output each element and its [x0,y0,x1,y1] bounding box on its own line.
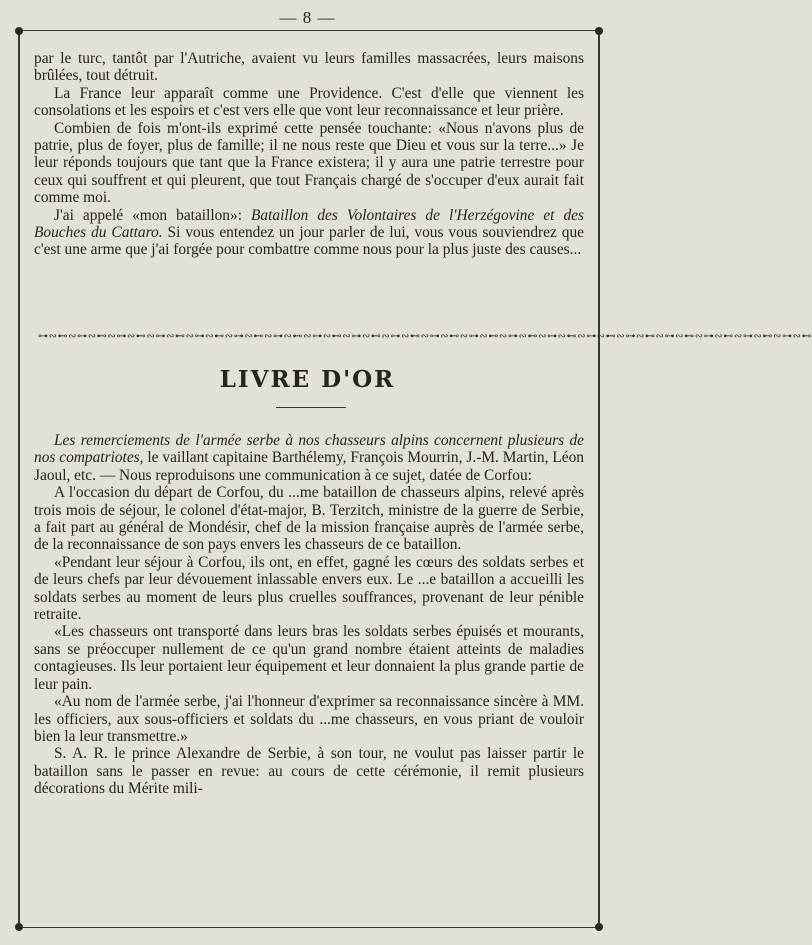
corner-dot-bottom-left [15,923,23,931]
paragraph-providence: La France leur apparaît comme une Providence. C'est d'elle que viennent les consolations et les espoirs et c'est vers elle que vont leur reconnaissance et leur prière. [34,84,584,120]
intro-rest: le vaillant capitaine Barthélemy, François Mourrin, J.-M. Martin, Léon Jaoul, etc. — Nous reproduisons une communication à ce sujet, datée de Corfou: [34,449,584,484]
corner-dot-top-left [15,27,23,35]
paragraph-bataillon [34,207,584,259]
paragraph-prince: S. A. R. le prince Alexandre de Serbie, à son tour, ne voulut pas laisser partir le bataillon sans le passer en revue: au cours de cette cérémonie, il remit plusieurs décorations du Mérite mili- [34,745,584,798]
ornamental-divider: ⊶∾⊷∾⊶∾⊷∾⊶∾⊷∾⊶∾⊷∾⊶∾⊷∾⊶∾⊷∾⊶∾⊷∾⊶∾⊷∾⊶∾⊷∾⊶∾⊷∾⊶∾⊷∾⊶∾⊷∾⊶∾⊷∾⊶∾⊷∾⊶∾⊷∾⊶∾⊷∾⊶∾⊷∾⊶∾⊷∾⊶∾⊷∾⊶∾⊷ [38,331,812,342]
section-heading: LIVRE D'OR [219,366,396,393]
top-text-block [34,50,584,259]
corner-dot-bottom-right [595,923,603,931]
intro-italic: Les remerciements de l'armée serbe à nos chasseurs alpins concernent plusieurs de nos compatriotes, [34,432,584,467]
paragraph-quote: Combien de fois m'ont-ils exprimé cette pensée touchante: «Nous n'avons plus de patrie, plus de foyer, plus de famille; il ne nous reste que Dieu et vous sur la terre...» Je leur réponds toujours que tant que la France existera; il y aura une patrie terrestre pour ceux qui souffrent et qui pleurent, que tout Français chargé de s'occuper d'eux aurait fait comme moi. [34,119,584,207]
livre-dor-text-block [34,432,584,798]
paragraph-sejour: «Pendant leur séjour à Corfou, ils ont, en effet, gagné les cœurs des soldats serbes et de leurs chefs par leur dévouement inlassable envers eux. Le ...e bataillon a accueilli les soldats serbes au moment de leurs plus cruelles souffrances, provenant de leur pénible retraite. [34,553,584,624]
bataillon-intro: J'ai appelé «mon bataillon»: [54,206,252,224]
paragraph-chasseurs: «Les chasseurs ont transporté dans leurs bras les soldats serbes épuisés et mourants, sans se préoccuper nullement de ce qu'un grand nombre étaient atteints de maladies contagieuses. Ils leur portaient leur équipement et leur donnaient la plus grande partie de leur pain. [34,623,584,693]
heading-rule [276,407,346,408]
paragraph-reconnaissance: «Au nom de l'armée serbe, j'ai l'honneur d'exprimer sa reconnaissance sincère à MM. les officiers, aux sous-officiers et soldats du ...me chasseurs, en vous priant de vouloir bien la leur transmettre.» [34,693,584,745]
corner-dot-top-right [595,27,603,35]
bataillon-end: Si vous entendez un jour parler de lui, vous vous souviendrez que c'est une arme que j'ai forgée pour combattre comme nous pour la plus juste des causes... [34,224,584,259]
paragraph-depart: A l'occasion du départ de Corfou, du ...me bataillon de chasseurs alpins, relevé après trois mois de séjour, le colonel d'état-major, B. Terzitch, ministre de la guerre de Serbie, a fait part au général de Mondésir, chef de la mission française auprès de l'armée serbe, de la reconnaissance de son pays envers les chasseurs de ce bataillon. [34,484,584,554]
paragraph-continued: par le turc, tantôt par l'Autriche, avaient vu leurs familles massacrées, leurs maisons brûlées, tout détruit. [34,50,584,85]
page-number: — 8 — [279,8,336,27]
paragraph-intro [34,432,584,484]
bataillon-name: Bataillon des Volontaires de l'Herzégovine et des Bouches du Cattaro. [34,206,584,242]
